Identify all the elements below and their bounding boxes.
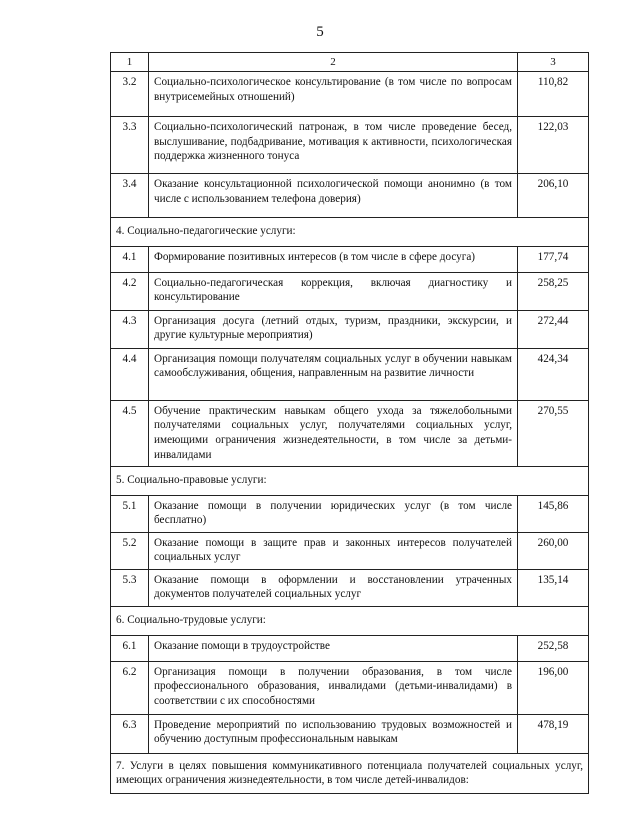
service-description: Социально-педагогическая коррекция, включая диагностику и консультирование (149, 272, 518, 310)
row-number: 6.2 (111, 661, 149, 714)
table-row (111, 348, 589, 400)
tariff-value: 260,00 (518, 532, 589, 569)
header-col-2: 2 (149, 53, 518, 72)
service-description: Обучение практическим навыкам общего ухода за тяжелобольными получателями социальных услуг, получателями социальных услуг, имеющими ограничения жизнедеятельности, в том числе за детьми-инвалидами (149, 400, 518, 466)
service-description: Организация досуга (летний отдых, туризм, праздники, экскурсии, и другие культурные мероприятия) (149, 310, 518, 348)
section-heading: 6. Социально-трудовые услуги: (111, 607, 589, 636)
table-row (111, 714, 589, 753)
section-heading-row (111, 467, 589, 496)
tariff-value: 252,58 (518, 635, 589, 661)
table-row (111, 661, 589, 714)
row-number: 4.3 (111, 310, 149, 348)
tariff-value: 258,25 (518, 272, 589, 310)
service-description: Оказание помощи в защите прав и законных интересов получателей социальных услуг (149, 532, 518, 569)
service-description: Организация помощи в получении образования, в том числе профессионального образования, инвалидами (детьми-инвалидами) в соответствии с их способностями (149, 661, 518, 714)
service-description: Проведение мероприятий по использованию трудовых возможностей и обучению доступным профессиональным навыкам (149, 714, 518, 753)
row-number: 4.2 (111, 272, 149, 310)
table-row (111, 272, 589, 310)
table-row (111, 532, 589, 569)
service-description: Социально-психологический патронаж, в том числе проведение бесед, выслушивание, подбадривание, мотивация к активности, психологическая поддержка жизненного тонуса (149, 117, 518, 174)
tariff-value: 424,34 (518, 348, 589, 400)
service-description: Оказание помощи в получении юридических услуг (в том числе бесплатно) (149, 495, 518, 532)
tariff-value: 196,00 (518, 661, 589, 714)
row-number: 4.4 (111, 348, 149, 400)
tariff-value: 478,19 (518, 714, 589, 753)
header-col-1: 1 (111, 53, 149, 72)
table-row (111, 117, 589, 174)
table-row (111, 174, 589, 218)
service-description: Оказание консультационной психологической помощи анонимно (в том числе с использованием телефона доверия) (149, 174, 518, 218)
tariff-value: 135,14 (518, 569, 589, 606)
table-row (111, 310, 589, 348)
row-number: 6.1 (111, 635, 149, 661)
service-description: Организация помощи получателям социальных услуг в обучении навыкам самообслуживания, общения, направленным на развитие личности (149, 348, 518, 400)
row-number: 5.2 (111, 532, 149, 569)
row-number: 3.3 (111, 117, 149, 174)
section-heading-row (111, 753, 589, 793)
service-description: Формирование позитивных интересов (в том числе в сфере досуга) (149, 246, 518, 272)
tariff-value: 272,44 (518, 310, 589, 348)
section-heading-row (111, 607, 589, 636)
header-col-3: 3 (518, 53, 589, 72)
tariff-value: 110,82 (518, 72, 589, 117)
row-number: 5.1 (111, 495, 149, 532)
tariff-table (110, 52, 589, 794)
service-description: Социально-психологическое консультирование (в том числе по вопросам внутрисемейных отношений) (149, 72, 518, 117)
service-description: Оказание помощи в оформлении и восстановлении утраченных документов получателей социальных услуг (149, 569, 518, 606)
tariff-value: 206,10 (518, 174, 589, 218)
row-number: 3.2 (111, 72, 149, 117)
table-row (111, 635, 589, 661)
tariff-value: 122,03 (518, 117, 589, 174)
tariff-value: 177,74 (518, 246, 589, 272)
section-heading: 4. Социально-педагогические услуги: (111, 218, 589, 247)
page-number: 5 (316, 24, 324, 40)
table-row (111, 495, 589, 532)
section-heading: 7. Услуги в целях повышения коммуникативного потенциала получателей социальных услуг, имеющих ограничения жизнедеятельности, в том числе детей-инвалидов: (111, 753, 589, 793)
row-number: 5.3 (111, 569, 149, 606)
table-row (111, 569, 589, 606)
row-number: 4.5 (111, 400, 149, 466)
table-header-row (111, 53, 589, 72)
section-heading: 5. Социально-правовые услуги: (111, 467, 589, 496)
row-number: 3.4 (111, 174, 149, 218)
table-row (111, 246, 589, 272)
tariff-value: 270,55 (518, 400, 589, 466)
row-number: 6.3 (111, 714, 149, 753)
table-row (111, 72, 589, 117)
table-row (111, 400, 589, 466)
tariff-value: 145,86 (518, 495, 589, 532)
section-heading-row (111, 218, 589, 247)
row-number: 4.1 (111, 246, 149, 272)
service-description: Оказание помощи в трудоустройстве (149, 635, 518, 661)
